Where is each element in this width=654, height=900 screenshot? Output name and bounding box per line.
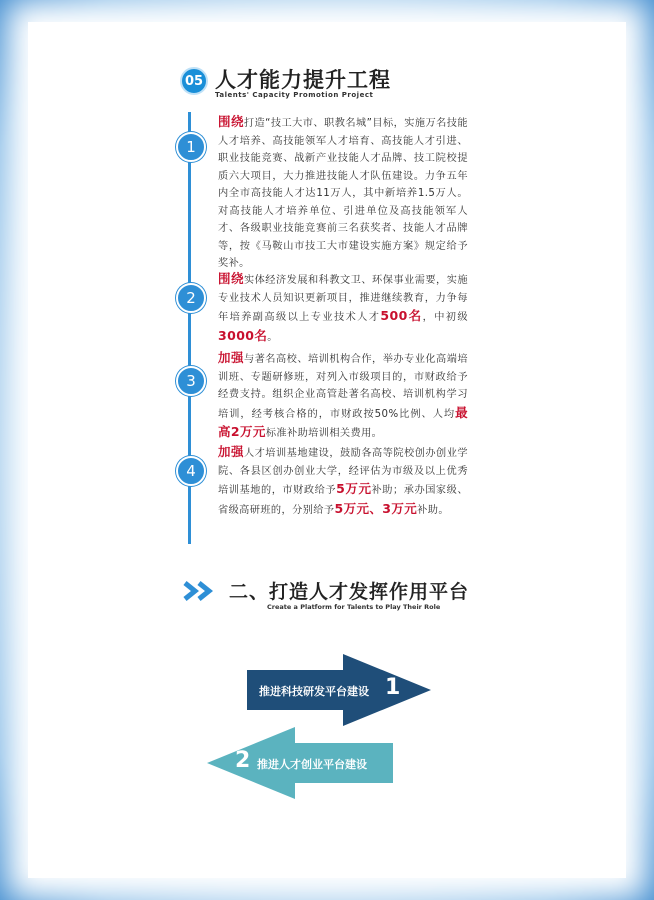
arrow-1-label: 推进科技研发平台建设: [259, 685, 369, 698]
arrow-right-tech-rd-platform: [247, 654, 431, 726]
item-4-highlight-b: 5万元、3万元: [334, 500, 418, 516]
section-subtitle: Talents' Capacity Promotion Project: [215, 91, 374, 99]
timeline-number-1: 1: [176, 132, 206, 162]
timeline-number-3: 3: [176, 366, 206, 396]
item-2-text-c: 。: [267, 331, 278, 343]
item-2-paragraph: [218, 270, 468, 346]
item-3-highlight-a: 最高2万元: [218, 404, 468, 439]
section-title: 人才能力提升工程: [215, 68, 391, 92]
timeline-number-2: 2: [176, 283, 206, 313]
item-2-text-b: ，中初级: [422, 312, 468, 323]
arrow-2-number: 2: [235, 748, 251, 773]
arrow-1-number: 1: [385, 675, 401, 700]
item-1-lead: 围绕: [218, 114, 244, 129]
item-2-highlight-a: 500名: [380, 308, 423, 323]
arrow-2-label: 推进人才创业平台建设: [257, 758, 367, 771]
timeline-number-4: 4: [176, 456, 206, 486]
item-3-paragraph: [218, 349, 468, 443]
item-2-text-a: 实体经济发展和科教文卫、环保事业需要，实施专业技术人员知识更新项目，推进继续教育，力争每年培养副高级以上专业技术人才: [218, 275, 468, 323]
item-4-lead: 加强: [218, 444, 244, 459]
arrow-left-talent-startup-platform: [207, 727, 393, 799]
item-3-lead: 加强: [218, 350, 244, 365]
item-4-text-b: 补助；承办国家级、省级高研班的，分别给予: [218, 485, 468, 516]
item-2-highlight-b: 3000名: [218, 327, 268, 343]
double-chevron-icon: [181, 580, 221, 607]
part-2-title: 二、打造人才发挥作用平台: [229, 581, 470, 603]
double-chevron-icon-svg: [181, 580, 221, 602]
item-4-text-a: 人才培训基地建设，鼓励各高等院校创办创业学院、各县区创办创业大学，经评估为市级及以上优秀培训基地的，市财政给予: [218, 448, 468, 496]
item-3-text-b: 标准补助培训相关费用。: [265, 428, 383, 439]
item-1-paragraph: [218, 113, 468, 273]
part-2-subtitle: Create a Platform for Talents to Play Their Role: [267, 603, 441, 611]
item-4-highlight-a: 5万元: [336, 481, 372, 496]
section-number-badge: 05: [180, 67, 208, 95]
item-2-lead: 围绕: [218, 271, 244, 286]
item-3-text-a: 与著名高校、培训机构合作，举办专业化高端培训班、专题研修班，对列入市级项目的，市财政给予经费支持。组织企业高管赴著名高校、培训机构学习培训，经考核合格的，市财政按50%比例、人均: [218, 354, 468, 420]
item-4-text-c: 补助。: [417, 504, 449, 516]
item-1-text: 打造“技工大市、职教名城”目标，实施万名技能人才培养、高技能领军人才培育、高技能人才引进、职业技能竞赛、战新产业技能人才品牌、技工院校提质六大项目，大力推进技能人才队伍建设。力争五年内全市高技能人才达11万人，其中新培养1.5万人。对高技能人才培养单位、引进单位及高技能领军人才、各级职业技能竞赛前三名获奖者、技能人才品牌等，按《马鞍山市技工大市建设实施方案》规定给予奖补。: [218, 118, 468, 269]
item-4-paragraph: [218, 443, 468, 519]
